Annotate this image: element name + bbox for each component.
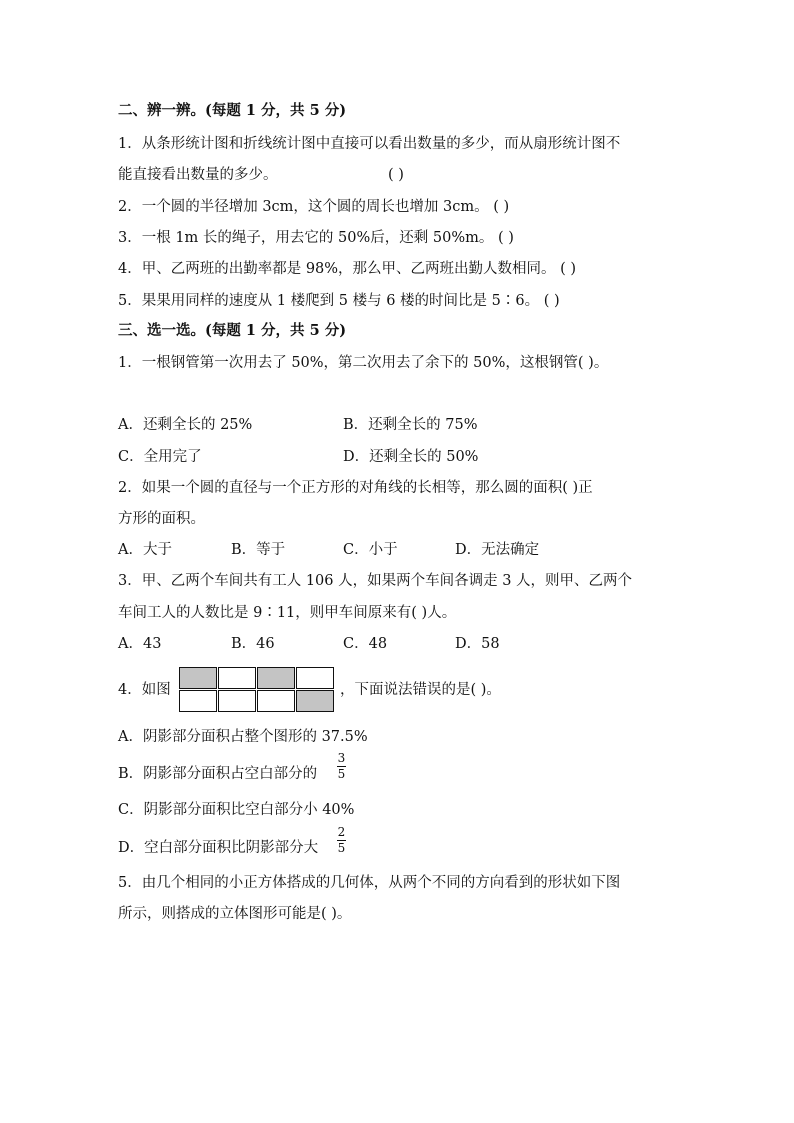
choice-q3-line1: 3．甲、乙两个车间共有工人 106 人，如果两个车间各调走 3 人，则甲、乙两个 (118, 573, 633, 589)
choice-q5-line1: 5．由几个相同的小正方体搭成的几何体，从两个不同的方向看到的形状如下图 (118, 875, 621, 891)
choice-q1: 1．一根钢管第一次用去了 50%，第二次用去了余下的 50%，这根钢管( )。 (118, 355, 609, 371)
choice-q3-option-c: C．48 (343, 636, 388, 652)
choice-q1-option-b: B．还剩全长的 75% (343, 417, 478, 433)
choice-q3-option-a: A．43 (118, 636, 162, 652)
choice-q3-option-d: D．58 (455, 636, 500, 652)
section2-title: 二、辨一辨。(每题 1 分，共 5 分) (118, 102, 347, 119)
choice-q4-prefix: 4．如图 (118, 682, 171, 698)
fraction-denominator: 5 (337, 841, 346, 855)
choice-q3-line2: 车间工人的人数比是 9∶11，则甲车间原来有( )人。 (118, 605, 457, 621)
judge-q1-line2: 能直接看出数量的多少。 (118, 167, 278, 183)
choice-q4-suffix: ，下面说法错误的是( )。 (340, 682, 501, 698)
grid-cell-blank (218, 667, 256, 689)
choice-q4-option-a: A．阴影部分面积占整个图形的 37.5% (118, 729, 368, 745)
fraction-denominator: 5 (337, 767, 346, 781)
grid-cell-blank (257, 690, 295, 712)
fraction-three-fifths (337, 752, 346, 781)
choice-q4-option-d: D．空白部分面积比阴影部分大 (118, 840, 319, 856)
judge-q1-line1: 1．从条形统计图和折线统计图中直接可以看出数量的多少，而从扇形统计图不 (118, 136, 621, 152)
judge-q2: 2．一个圆的半径增加 3cm，这个圆的周长也增加 3cm。 ( ) (118, 199, 510, 215)
judge-q3: 3．一根 1m 长的绳子，用去它的 50%后，还剩 50%m。 ( ) (118, 230, 514, 246)
choice-q2-option-b: B．等于 (231, 542, 286, 558)
choice-q1-option-a: A．还剩全长的 25% (118, 417, 253, 433)
grid-cell-blank (218, 690, 256, 712)
choice-q4-option-c: C．阴影部分面积比空白部分小 40% (118, 802, 355, 818)
fraction-two-fifths (337, 826, 346, 855)
judge-q4: 4．甲、乙两班的出勤率都是 98%，那么甲、乙两班出勤人数相同。 ( ) (118, 261, 577, 277)
choice-q3-option-b: B．46 (231, 636, 275, 652)
choice-q4-option-b: B．阴影部分面积占空白部分的 (118, 766, 318, 782)
judge-q1-answer-blank: ( ) (388, 167, 404, 183)
grid-cell-shaded (179, 667, 217, 689)
fraction-numerator: 2 (337, 825, 346, 839)
choice-q2-line1: 2．如果一个圆的直径与一个正方形的对角线的长相等，那么圆的面积( )正 (118, 480, 593, 496)
grid-cell-blank (179, 690, 217, 712)
section3-title: 三、选一选。(每题 1 分，共 5 分) (118, 322, 347, 339)
grid-cell-shaded (296, 690, 334, 712)
choice-q2-option-d: D．无法确定 (455, 542, 540, 558)
choice-q2-option-c: C．小于 (343, 542, 398, 558)
judge-q5: 5．果果用同样的速度从 1 楼爬到 5 楼与 6 楼的时间比是 5∶6。 ( ) (118, 293, 560, 309)
choice-q1-option-d: D．还剩全长的 50% (343, 449, 479, 465)
choice-q2-line2: 方形的面积。 (118, 511, 205, 527)
shaded-grid-figure (179, 667, 335, 713)
choice-q1-option-c: C．全用完了 (118, 449, 202, 465)
grid-cell-shaded (257, 667, 295, 689)
grid-cell-blank (296, 667, 334, 689)
choice-q5-line2: 所示，则搭成的立体图形可能是( )。 (118, 906, 352, 922)
fraction-numerator: 3 (337, 751, 346, 765)
choice-q2-option-a: A．大于 (118, 542, 172, 558)
